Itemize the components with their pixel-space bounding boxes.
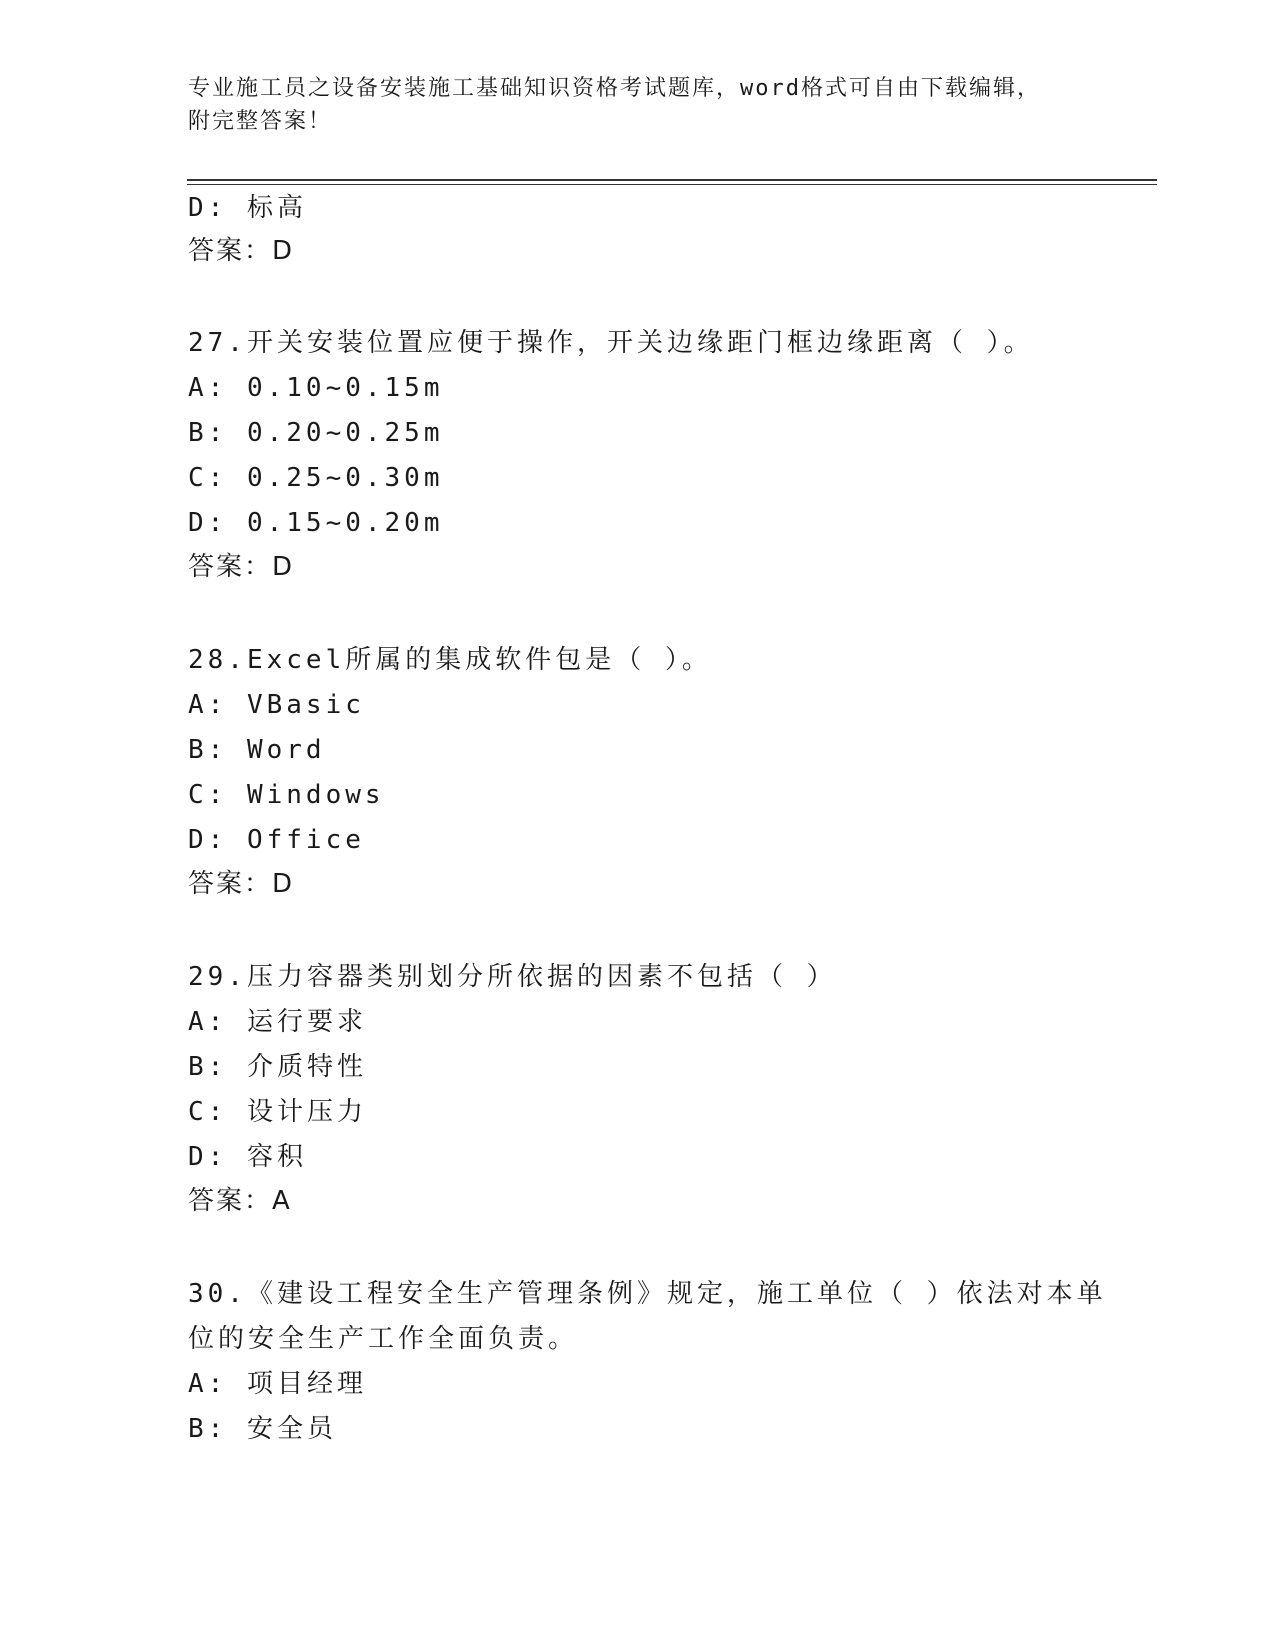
header-line-2: 附完整答案！	[188, 109, 333, 134]
header-divider-thick	[187, 179, 1157, 181]
q29-option-a: A: 运行要求	[188, 1007, 367, 1037]
document-header	[188, 72, 1068, 138]
q28-option-a: A: VBasic	[188, 690, 365, 720]
header-line-1: 专业施工员之设备安装施工基础知识资格考试题库，word格式可自由下载编辑，	[188, 76, 1041, 101]
q27-option-c: C: 0.25~0.30m	[188, 463, 444, 493]
question-30-line-2: 位的安全生产工作全面负责。	[188, 1324, 579, 1354]
q28-option-c: C: Windows	[188, 780, 385, 810]
q27-answer: 答案：D	[188, 552, 295, 582]
header-divider-thin	[187, 184, 1157, 185]
question-28: 28.Excel所属的集成软件包是（ ）。	[188, 645, 712, 675]
question-29: 29.压力容器类别划分所依据的因素不包括（ ）	[188, 962, 837, 992]
q29-option-d: D: 容积	[188, 1142, 307, 1172]
question-27: 27.开关安装位置应便于操作，开关边缘距门框边缘距离（ ）。	[188, 328, 1034, 358]
q27-option-a: A: 0.10~0.15m	[188, 373, 444, 403]
q28-option-d: D: Office	[188, 825, 365, 855]
q29-option-c: C: 设计压力	[188, 1097, 367, 1127]
q30-option-b: B: 安全员	[188, 1414, 337, 1444]
prev-question-option-d: D: 标高	[188, 193, 307, 223]
q27-option-d: D: 0.15~0.20m	[188, 508, 444, 538]
q27-option-b: B: 0.20~0.25m	[188, 418, 444, 448]
prev-question-answer: 答案：D	[188, 236, 295, 266]
q28-answer: 答案：D	[188, 869, 295, 899]
question-30-line-1: 30.《建设工程安全生产管理条例》规定，施工单位（ ）依法对本单	[188, 1279, 1107, 1309]
q28-option-b: B: Word	[188, 735, 326, 765]
q29-option-b: B: 介质特性	[188, 1052, 367, 1082]
q30-option-a: A: 项目经理	[188, 1369, 367, 1399]
q29-answer: 答案：A	[188, 1186, 292, 1216]
